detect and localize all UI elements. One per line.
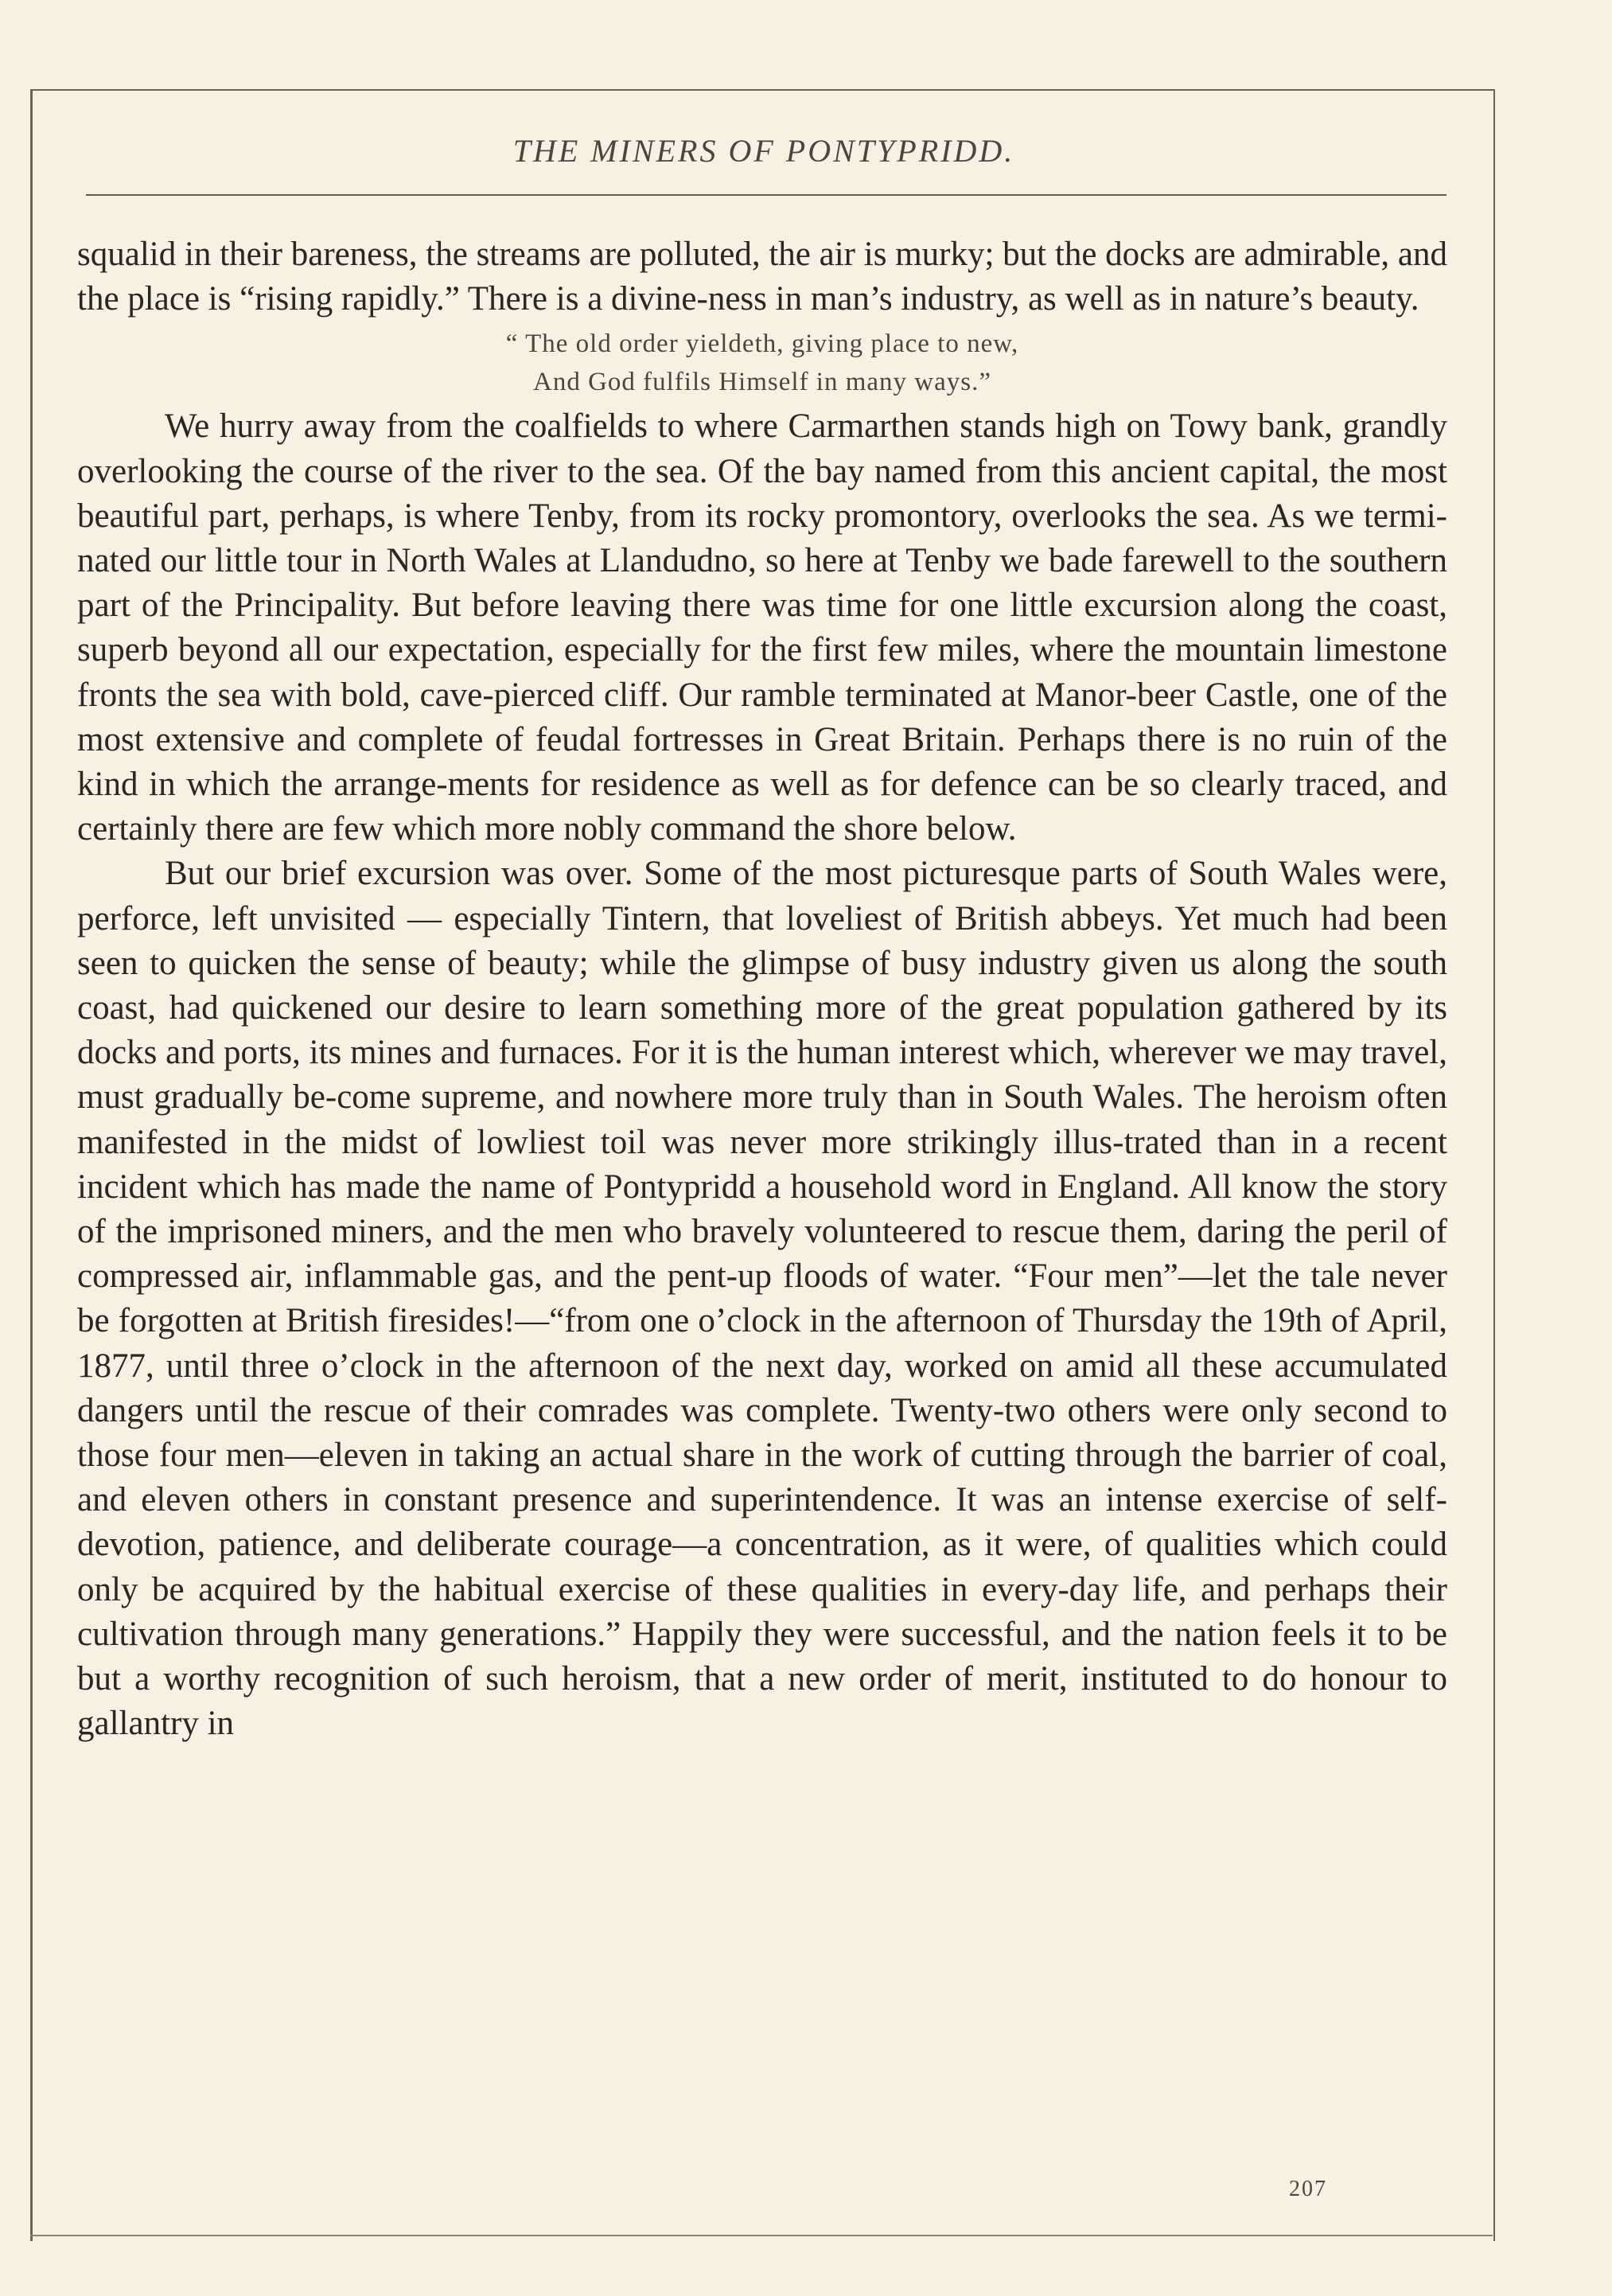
paragraph-carmarthen: We hurry away from the coalfields to where Carmarthen stands high on Towy bank, grandly overlooking the course of the river to the sea. Of the bay named from this ancient capital, the most beautiful part, perhaps, is where Tenby, from its rocky promontory, overlooks the sea. As we termi-nated our little tour in North Wales at Llandudno, so here at Tenby we bade farewell to the southern part of the Principality. But before leaving there was time for one little excursion along the coast, superb beyond all our expectation, especially for the first few miles, where the mountain limestone fronts the sea with bold, cave-pierced cliff. Our ramble terminated at Manor-beer Castle, one of the most extensive and complete of feudal fortresses in Great Britain. Perhaps there is no ruin of the kind in which the arrange-ments for residence as well as for defence can be so clearly traced, and certainly there are few which more nobly command the shore below. <box>77 407 1447 848</box>
verse-line-2: And God fulfils Himself in many ways.” <box>532 368 991 397</box>
body-text <box>77 232 1447 1747</box>
paragraph-pontypridd: But our brief excursion was over. Some of the most picturesque parts of South Wales were, perforce, left unvisited — especially Tintern, that loveliest of British abbeys. Yet much had been seen to quicken the sense of beauty; while the glimpse of busy industry given us along the south coast, had quickened our desire to learn something more of the great population gathered by its docks and ports, its mines and furnaces. For it is the human interest which, wherever we may travel, must gradually be-come supreme, and nowhere more truly than in South Wales. The heroism often manifested in the midst of lowliest toil was never more strikingly illus-trated than in a recent incident which has made the name of Pontypridd a household word in England. All know the story of the imprisoned miners, and the men who bravely volunteered to rescue them, daring the peril of compressed air, inflammable gas, and the pent-up floods of water. “Four men”—let the tale never be forgotten at British firesides!—“from one o’clock in the afternoon of Thursday the 19th of April, 1877, until three o’clock in the afternoon of the next day, worked on amid all these accumulated dangers until the rescue of their comrades was complete. Twenty-two others were only second to those four men—eleven in taking an actual share in the work of cutting through the barrier of coal, and eleven others in constant presence and superintendence. It was an intense exercise of self-devotion, patience, and deliberate courage—a concentration, as it were, of qualities which could only be acquired by the habitual exercise of these qualities in every-day life, and perhaps their cultivation through many generations.” Happily they were successful, and the nation feels it to be but a worthy recognition of such heroism, that a new order of merit, instituted to do honour to gallantry in <box>77 855 1447 1743</box>
page-number: 207 <box>1289 2177 1327 2201</box>
paragraph-continuation: squalid in their bareness, the streams are polluted, the air is murky; but the docks are admirable, and the place is “rising rapidly.” There is a divine-ness in man’s industry, as well as in nature’s beauty. <box>77 236 1447 318</box>
verse-quotation <box>77 325 1447 401</box>
running-head: THE MINERS OF PONTYPRIDD. <box>512 133 1015 169</box>
verse-line-1: “ The old order yieldeth, giving place to new, <box>505 329 1019 359</box>
running-head-rule <box>86 194 1447 196</box>
page-frame-bottom-rule <box>30 2235 1493 2236</box>
